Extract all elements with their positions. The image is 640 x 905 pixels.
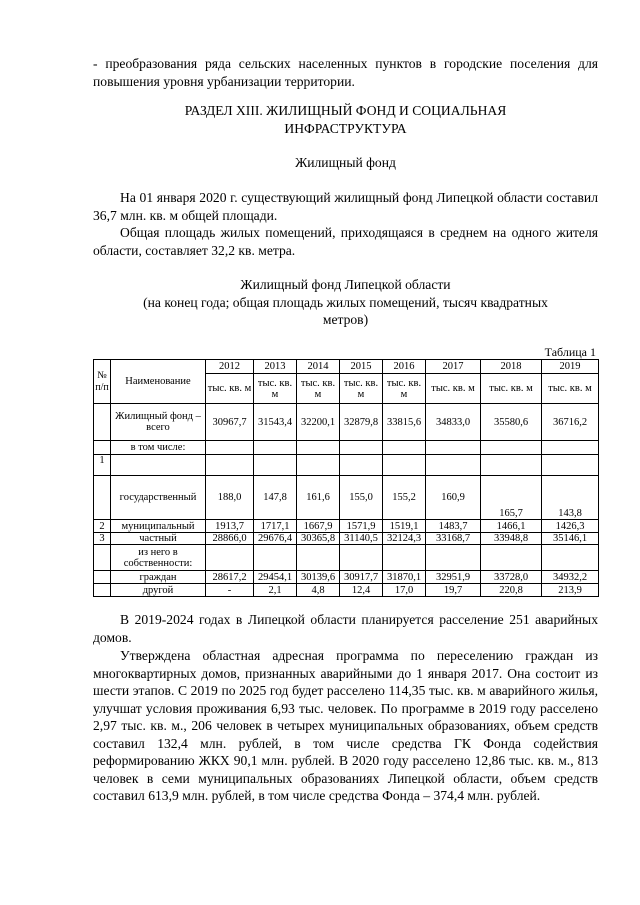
header-unit: тыс. кв. м — [206, 374, 254, 404]
row-value — [481, 455, 542, 476]
subsection-title: Жилищный фонд — [295, 155, 396, 170]
row-value — [340, 441, 383, 455]
row-number — [94, 571, 111, 584]
row-value — [297, 455, 340, 476]
housing-stock-table — [93, 359, 599, 597]
header-unit: тыс. кв. м — [297, 374, 340, 404]
section-title-line-1: РАЗДЕЛ XIII. ЖИЛИЩНЫЙ ФОНД И СОЦИАЛЬНАЯ — [184, 103, 507, 118]
header-name: Наименование — [111, 360, 206, 404]
table-row — [94, 533, 599, 545]
header-unit: тыс. кв. м — [426, 374, 481, 404]
paragraph-resettlement-plan: В 2019-2024 годах в Липецкой области планируется расселение 251 аварийных домов. — [93, 612, 598, 645]
row-value: 30139,6 — [297, 571, 340, 584]
row-value: 1466,1 — [481, 520, 542, 533]
row-value — [383, 441, 426, 455]
row-value: 32879,8 — [340, 404, 383, 441]
header-year: 2016 — [383, 360, 426, 374]
row-value: 30967,7 — [206, 404, 254, 441]
header-year: 2019 — [542, 360, 599, 374]
row-value — [340, 455, 383, 476]
row-value: 165,7 — [481, 476, 542, 520]
header-year: 2017 — [426, 360, 481, 374]
row-value: 147,8 — [254, 476, 297, 520]
row-value: 2,1 — [254, 584, 297, 597]
row-value: 1426,3 — [542, 520, 599, 533]
header-unit: тыс. кв. м — [542, 374, 599, 404]
row-name: государственный — [111, 476, 206, 520]
row-value — [481, 441, 542, 455]
row-value — [542, 455, 599, 476]
row-value: 32951,9 — [426, 571, 481, 584]
row-value: 36716,2 — [542, 404, 599, 441]
row-value: - — [206, 584, 254, 597]
row-name: граждан — [111, 571, 206, 584]
row-value: 12,4 — [340, 584, 383, 597]
row-value: 160,9 — [426, 476, 481, 520]
row-value — [542, 545, 599, 571]
row-number: 1 — [94, 455, 111, 476]
header-year: 2015 — [340, 360, 383, 374]
row-name — [111, 455, 206, 476]
row-value: 1717,1 — [254, 520, 297, 533]
row-value — [340, 545, 383, 571]
row-value — [297, 441, 340, 455]
row-name: Жилищный фонд – всего — [111, 404, 206, 441]
row-name: в том числе: — [111, 441, 206, 455]
row-number: 2 — [94, 520, 111, 533]
row-value: 28617,2 — [206, 571, 254, 584]
row-value — [542, 441, 599, 455]
row-value: 155,0 — [340, 476, 383, 520]
section-title — [93, 102, 598, 137]
row-value — [383, 455, 426, 476]
row-value: 1571,9 — [340, 520, 383, 533]
row-value — [206, 455, 254, 476]
row-value — [206, 441, 254, 455]
table-number: Таблица 1 — [544, 345, 596, 359]
row-value — [254, 545, 297, 571]
header-unit: тыс. кв. м — [254, 374, 297, 404]
row-value: 30365,8 — [297, 533, 340, 545]
table-row — [94, 441, 599, 455]
row-value — [426, 545, 481, 571]
row-number: 3 — [94, 533, 111, 545]
row-value: 1667,9 — [297, 520, 340, 533]
row-value: 35580,6 — [481, 404, 542, 441]
row-value: 32200,1 — [297, 404, 340, 441]
row-number — [94, 476, 111, 520]
table-row — [94, 571, 599, 584]
row-number — [94, 584, 111, 597]
row-value: 31870,1 — [383, 571, 426, 584]
row-value — [426, 455, 481, 476]
row-number — [94, 404, 111, 441]
section-title-line-2: ИНФРАСТРУКТУРА — [284, 120, 407, 136]
row-value: 1519,1 — [383, 520, 426, 533]
header-year: 2018 — [481, 360, 542, 374]
row-value: 28866,0 — [206, 533, 254, 545]
row-value: 33815,6 — [383, 404, 426, 441]
row-value: 213,9 — [542, 584, 599, 597]
row-value: 35146,1 — [542, 533, 599, 545]
row-value: 33728,0 — [481, 571, 542, 584]
row-value: 34833,0 — [426, 404, 481, 441]
row-value: 33948,8 — [481, 533, 542, 545]
row-value: 143,8 — [542, 476, 599, 520]
row-value — [383, 545, 426, 571]
row-name: частный — [111, 533, 206, 545]
paragraph-per-capita-area: Общая площадь жилых помещений, приходящаяся в среднем на одного жителя области, составляет 32,2 кв. метра. — [93, 225, 598, 258]
row-number — [94, 545, 111, 571]
row-value: 1913,7 — [206, 520, 254, 533]
row-value: 31543,4 — [254, 404, 297, 441]
row-value: 30917,7 — [340, 571, 383, 584]
row-value — [254, 455, 297, 476]
header-year: 2013 — [254, 360, 297, 374]
row-value — [254, 441, 297, 455]
header-year: 2014 — [297, 360, 340, 374]
table-row — [94, 404, 599, 441]
row-value: 31140,5 — [340, 533, 383, 545]
row-name: другой — [111, 584, 206, 597]
intro-paragraph: - преобразования ряда сельских населенных пунктов в городские поселения для повышения уровня урбанизации территории. — [93, 56, 598, 89]
row-name: из него в собственности: — [111, 545, 206, 571]
header-number: № п/п — [94, 360, 111, 404]
table-caption — [93, 276, 598, 329]
table-row — [94, 476, 599, 520]
header-unit: тыс. кв. м — [340, 374, 383, 404]
table-row — [94, 455, 599, 476]
row-value: 34932,2 — [542, 571, 599, 584]
table-row — [94, 545, 599, 571]
header-unit: тыс. кв. м — [383, 374, 426, 404]
row-value: 1483,7 — [426, 520, 481, 533]
row-value — [297, 545, 340, 571]
row-value: 32124,3 — [383, 533, 426, 545]
row-value: 188,0 — [206, 476, 254, 520]
row-value: 29454,1 — [254, 571, 297, 584]
table-caption-line-3: метров) — [322, 312, 369, 327]
paragraph-program: Утверждена областная адресная программа по переселению граждан из многоквартирных домов, признанных аварийными до 1 января 2017. Она состоит из шести этапов. С 2019 по 2025 год будет расселено 114,35 тыс. кв. м аварийного жилья, улучшат условия проживания 6,93 тыс. человек. По программе в 2019 году расселено 2,97 тыс. кв. м., 206 человек в четырех муниципальных образованиях, объем средств составил 132,4 млн. рублей, в том числе средства ГК Фонда содействия реформированию ЖКХ 90,1 млн. рублей. В 2020 году расселено 12,86 тыс. кв. м., 813 человек в семи муниципальных образованиях Липецкой области, объем средств составил 613,9 млн. рублей, в том числе средства Фонда – 374,4 млн. рублей. — [93, 648, 598, 803]
table-caption-line-1: Жилищный фонд Липецкой области — [240, 277, 451, 292]
row-value — [426, 441, 481, 455]
header-year: 2012 — [206, 360, 254, 374]
row-value: 33168,7 — [426, 533, 481, 545]
row-name: муниципальный — [111, 520, 206, 533]
row-number — [94, 441, 111, 455]
row-value: 161,6 — [297, 476, 340, 520]
row-value: 29676,4 — [254, 533, 297, 545]
table-row — [94, 584, 599, 597]
row-value — [206, 545, 254, 571]
header-unit: тыс. кв. м — [481, 374, 542, 404]
row-value: 155,2 — [383, 476, 426, 520]
row-value: 4,8 — [297, 584, 340, 597]
row-value: 220,8 — [481, 584, 542, 597]
row-value — [481, 545, 542, 571]
table-caption-line-2: (на конец года; общая площадь жилых помещений, тысяч квадратных — [143, 294, 548, 310]
table-row — [94, 520, 599, 533]
row-value: 19,7 — [426, 584, 481, 597]
row-value: 17,0 — [383, 584, 426, 597]
table-header-years — [94, 360, 599, 374]
paragraph-housing-stock: На 01 января 2020 г. существующий жилищный фонд Липецкой области составил 36,7 млн. кв. м общей площади. — [93, 190, 598, 223]
